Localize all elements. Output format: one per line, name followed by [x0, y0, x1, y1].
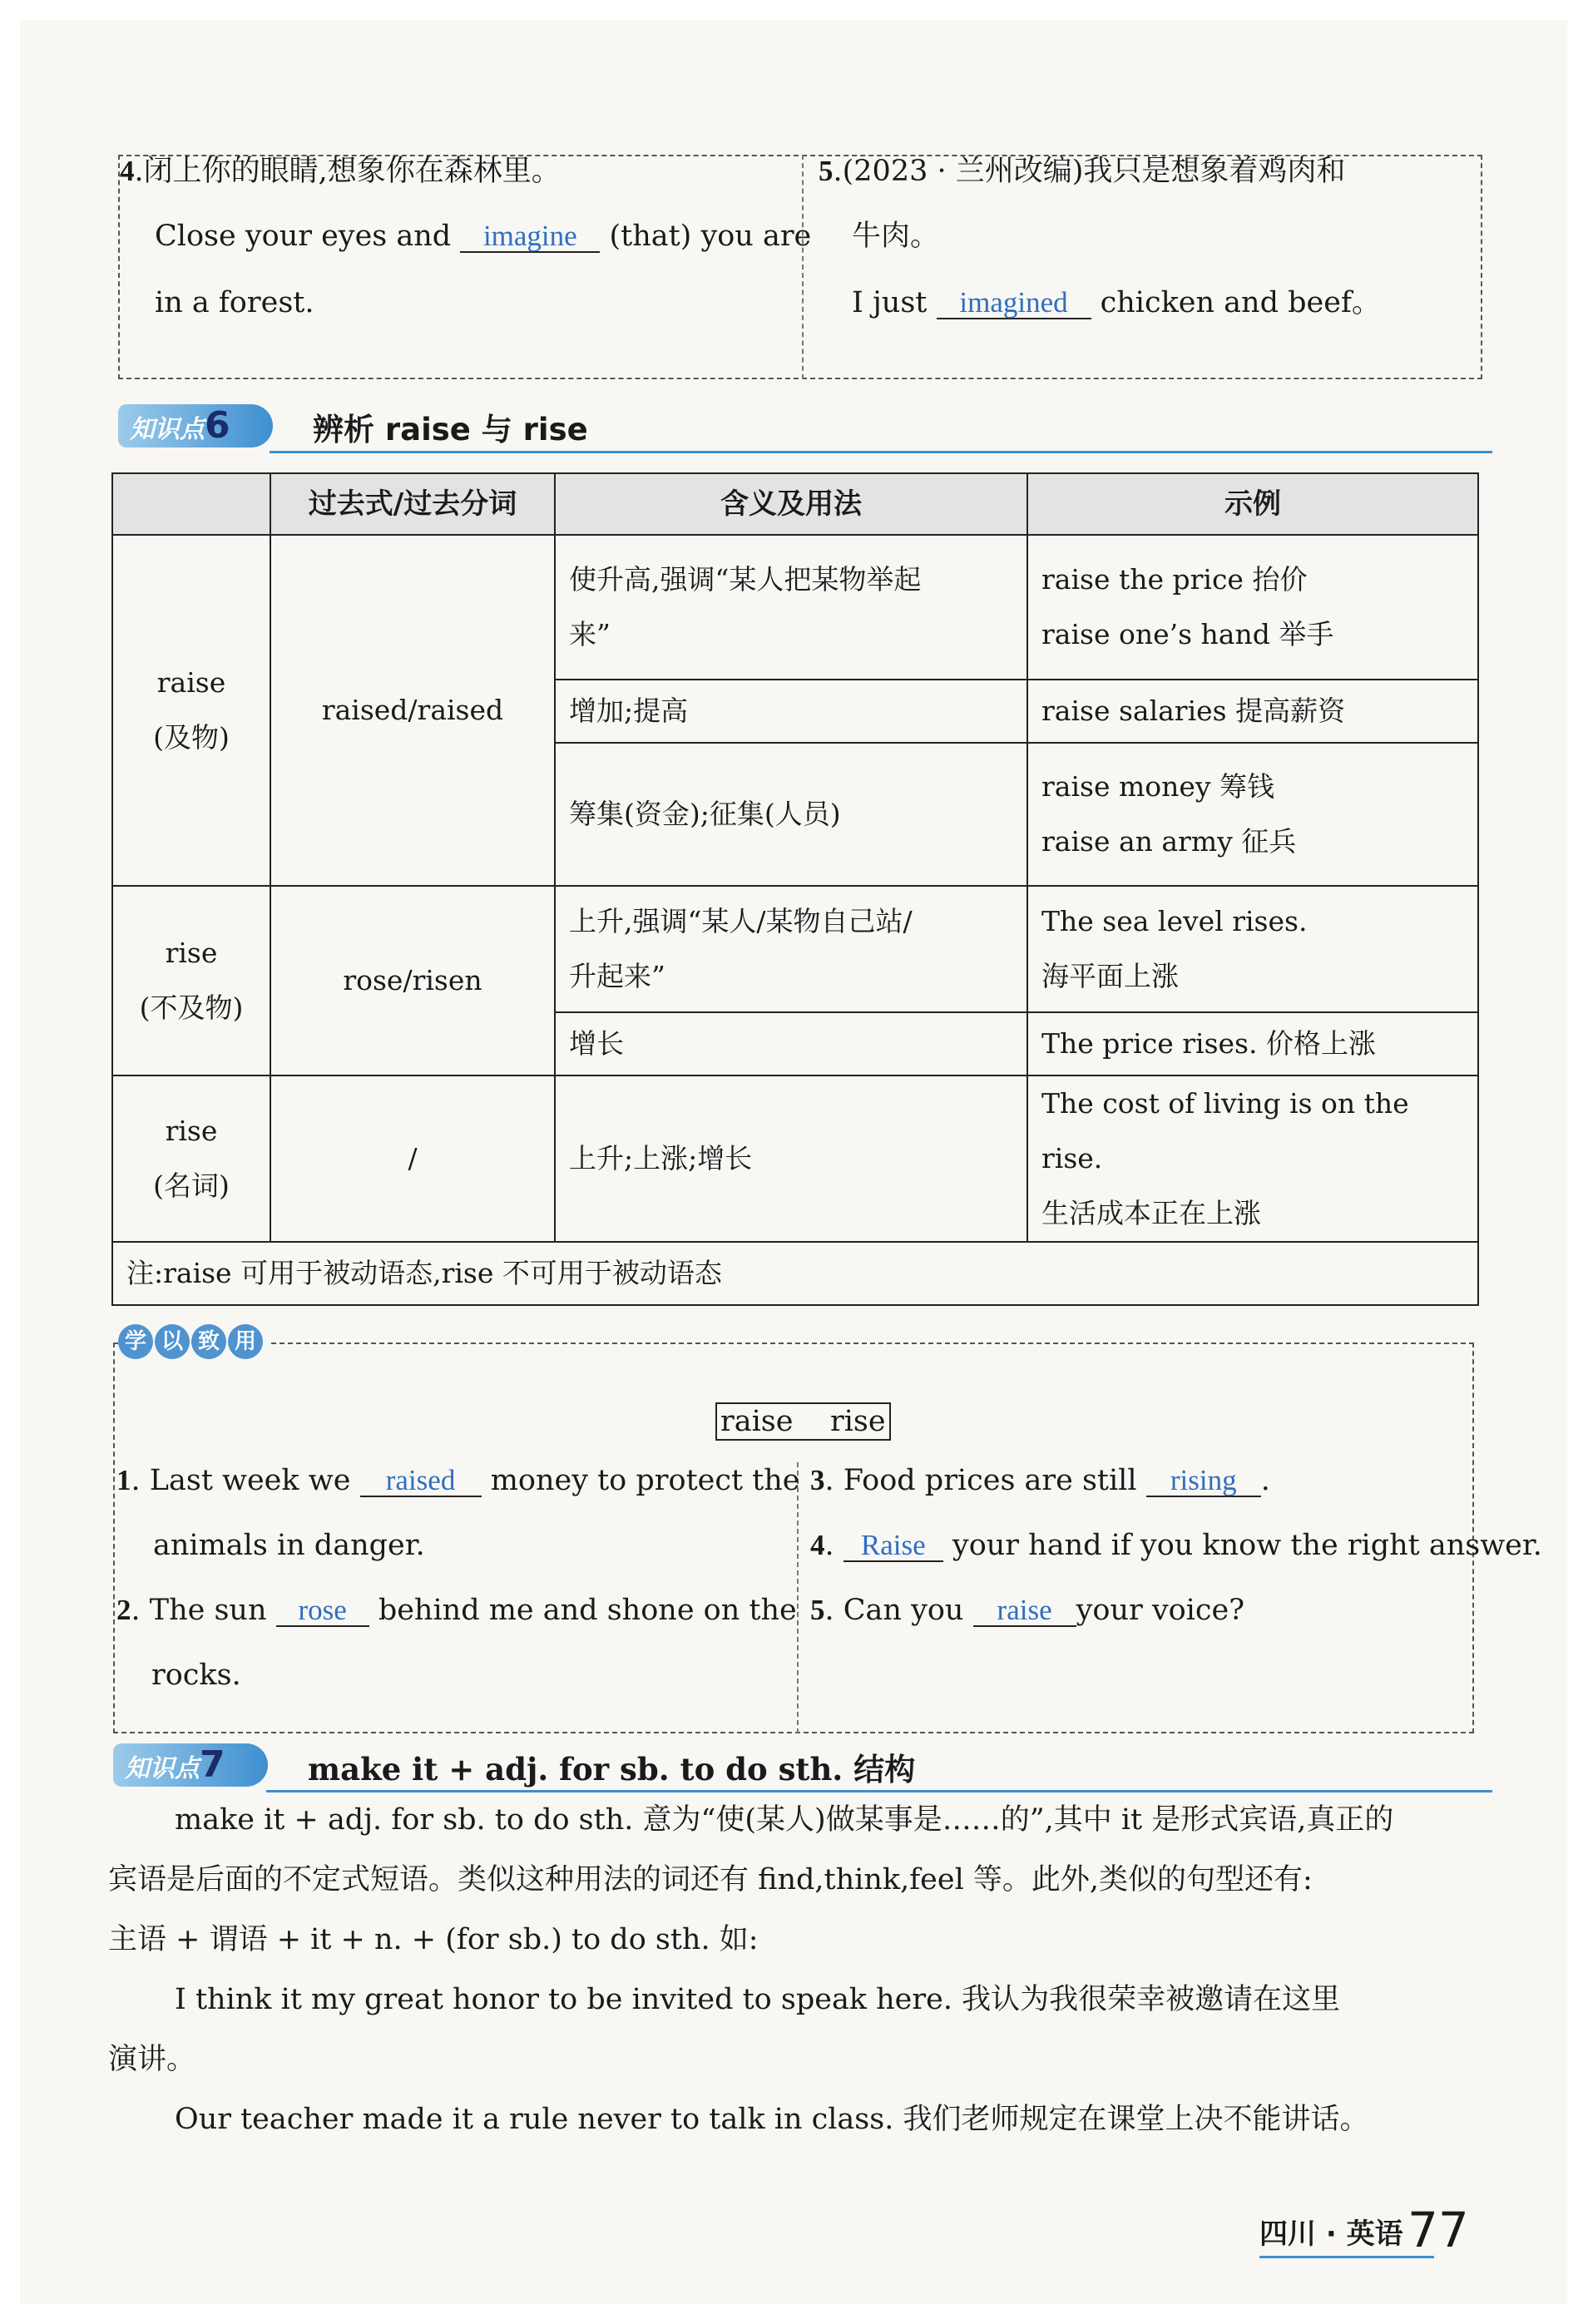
- rise-example-1: [1027, 886, 1478, 1012]
- rise-noun-meaning: 上升;上涨;增长: [555, 1075, 1027, 1242]
- q4-line2: in a forest.: [155, 286, 314, 319]
- q5-answer-blank[interactable]: imagined: [937, 288, 1091, 319]
- q5-chinese: [819, 153, 1345, 190]
- practice-q4-blank[interactable]: Raise: [843, 1530, 943, 1562]
- raise-meaning-1: [555, 535, 1027, 680]
- practice-q3-number: 3: [810, 1464, 825, 1496]
- rise-verb-word: rise: [165, 937, 218, 969]
- rise-meaning-1-b: 升起来”: [569, 960, 665, 992]
- practice-chips: [118, 1324, 271, 1359]
- raise-example-2: raise salaries 提高薪资: [1027, 680, 1478, 743]
- chip-1: 学: [118, 1324, 153, 1359]
- table-header-example: 示例: [1027, 473, 1478, 535]
- rise-meaning-2: 增长: [555, 1012, 1027, 1075]
- practice-q2-number: 2: [116, 1594, 131, 1626]
- word-box: raise rise: [715, 1402, 891, 1441]
- rise-example-1-b: 海平面上涨: [1041, 960, 1179, 992]
- table-header-meaning: 含义及用法: [555, 473, 1027, 535]
- raise-example-3: [1027, 743, 1478, 886]
- rise-noun-pos: (名词): [153, 1169, 230, 1202]
- section6-badge-label: 知识点: [130, 415, 205, 444]
- raise-meaning-1-a: 使升高,强调“某人把某物举起: [569, 563, 922, 596]
- explanation-p1-l1: make it + adj. for sb. to do sth. 意为“使(某人)做某事是……的”,其中 it 是形式宾语,真正的: [175, 1803, 1394, 1837]
- rise-verb-word-cell: [112, 886, 270, 1075]
- practice-q3: [810, 1462, 1270, 1499]
- practice-q3-b: .: [1260, 1464, 1270, 1497]
- q4-line1: [155, 218, 811, 255]
- q4-chinese: [120, 153, 561, 190]
- q5-chinese-2: 牛肉。: [852, 220, 940, 253]
- raise-meaning-2: 增加;提高: [555, 680, 1027, 743]
- practice-q2-a: . The sun: [131, 1594, 267, 1627]
- chip-3: 致: [191, 1324, 226, 1359]
- q4-prompt-a: Close your eyes and: [155, 220, 452, 253]
- practice-q1-b: money to protect the: [490, 1464, 800, 1497]
- footer-book: 四川 · 英语: [1259, 2218, 1403, 2251]
- raise-rise-table: [111, 472, 1479, 1306]
- rise-noun-example-b: 生活成本正在上涨: [1041, 1197, 1261, 1229]
- chip-4: 用: [228, 1324, 263, 1359]
- raise-example-3-a: raise money 筹钱: [1041, 770, 1275, 803]
- section7-badge-number: 7: [200, 1743, 225, 1786]
- section7-underline: [266, 1790, 1492, 1792]
- raise-meaning-3: 筹集(资金);征集(人员): [555, 743, 1027, 886]
- raise-word-cell: [112, 535, 270, 886]
- rise-verb-forms-cell: rose/risen: [270, 886, 555, 1075]
- q4-prompt-b: (that) you are: [609, 220, 812, 253]
- rise-noun-example-a: The cost of living is on the rise.: [1041, 1087, 1409, 1174]
- practice-q3-a: . Food prices are still: [824, 1464, 1137, 1497]
- practice-q1-c: animals in danger.: [153, 1529, 425, 1562]
- q4-chinese-text: .闭上你的眼睛,想象你在森林里。: [134, 155, 561, 188]
- practice-q2: [116, 1592, 797, 1629]
- raise-example-1: [1027, 535, 1478, 680]
- chip-2: 以: [155, 1324, 190, 1359]
- q5-number: 5: [819, 155, 834, 187]
- practice-q2-blank[interactable]: rose: [276, 1595, 369, 1627]
- explanation-p1-l2: 宾语是后面的不定式短语。类似这种用法的词还有 find,think,feel 等。此外,类似的句型还有:: [108, 1863, 1313, 1896]
- raise-pos: (及物): [153, 721, 230, 754]
- section7-badge-label: 知识点: [125, 1754, 200, 1783]
- practice-q4: [810, 1527, 1542, 1564]
- rise-noun-example: [1027, 1075, 1478, 1242]
- practice-q1-blank[interactable]: raised: [360, 1466, 482, 1497]
- rise-verb-pos: (不及物): [139, 991, 244, 1024]
- practice-q5-a: . Can you: [824, 1594, 964, 1627]
- q4-answer-blank[interactable]: imagine: [460, 221, 600, 253]
- example1-l1: I think it my great honor to be invited to speak here. 我认为我很荣幸被邀请在这里: [175, 1983, 1341, 2016]
- practice-q4-b: your hand if you know the right answer.: [952, 1529, 1542, 1562]
- section6-underline: [270, 451, 1492, 453]
- explanation-p1-l3: 主语 + 谓语 + it + n. + (for sb.) to do sth. 如:: [108, 1923, 759, 1956]
- page: [20, 20, 1567, 2304]
- raise-word: raise: [156, 666, 226, 699]
- example1-l2: 演讲。: [108, 2043, 196, 2076]
- top-exercise-divider: [802, 155, 804, 379]
- rise-noun-word-cell: [112, 1075, 270, 1242]
- raise-example-1-a: raise the price 抬价: [1041, 563, 1308, 596]
- practice-q1: [116, 1462, 799, 1499]
- practice-q1-a: . Last week we: [131, 1464, 351, 1497]
- q5-prompt-b: chicken and beef。: [1100, 286, 1381, 319]
- section7-badge: [113, 1743, 268, 1787]
- practice-q4-number: 4: [810, 1529, 825, 1561]
- section6-badge-number: 6: [205, 404, 230, 447]
- rise-noun-forms-cell: /: [270, 1075, 555, 1242]
- table-note: 注:raise 可用于被动语态,rise 不可用于被动语态: [112, 1242, 1478, 1305]
- practice-q2-c: rocks.: [151, 1659, 241, 1692]
- practice-q5-blank[interactable]: raise: [973, 1595, 1076, 1627]
- table-header-blank: [112, 473, 270, 535]
- raise-meaning-1-b: 来”: [569, 618, 611, 650]
- q4-number: 4: [120, 155, 135, 187]
- q5-line: [852, 284, 1381, 321]
- practice-divider: [797, 1462, 799, 1733]
- practice-q1-number: 1: [116, 1464, 131, 1496]
- q5-chinese-text: .(2023 · 兰州改编)我只是想象着鸡肉和: [833, 155, 1346, 188]
- section7-title: make it + adj. for sb. to do sth. 结构: [308, 1751, 916, 1788]
- raise-example-3-b: raise an army 征兵: [1041, 825, 1297, 858]
- practice-q3-blank[interactable]: rising: [1146, 1466, 1261, 1497]
- practice-q4-a: .: [824, 1529, 834, 1562]
- practice-q5: [810, 1592, 1244, 1629]
- example2: Our teacher made it a rule never to talk in class. 我们老师规定在课堂上决不能讲话。: [175, 2103, 1369, 2136]
- rise-meaning-1: [555, 886, 1027, 1012]
- practice-q5-number: 5: [810, 1594, 825, 1626]
- raise-forms-cell: raised/raised: [270, 535, 555, 886]
- raise-example-1-b: raise one’s hand 举手: [1041, 618, 1334, 650]
- page-number: 77: [1407, 2202, 1469, 2258]
- table-header-forms: 过去式/过去分词: [270, 473, 555, 535]
- rise-example-1-a: The sea level rises.: [1041, 905, 1308, 937]
- section6-title: 辨析 raise 与 rise: [313, 412, 588, 447]
- q5-prompt-a: I just: [852, 286, 928, 319]
- section6-badge: [118, 404, 273, 447]
- practice-q5-b: your voice?: [1076, 1594, 1244, 1627]
- rise-noun-word: rise: [165, 1115, 218, 1147]
- rise-meaning-1-a: 上升,强调“某人/某物自己站/: [569, 905, 913, 937]
- rise-example-2: The price rises. 价格上涨: [1027, 1012, 1478, 1075]
- practice-q2-b: behind me and shone on the: [378, 1594, 797, 1627]
